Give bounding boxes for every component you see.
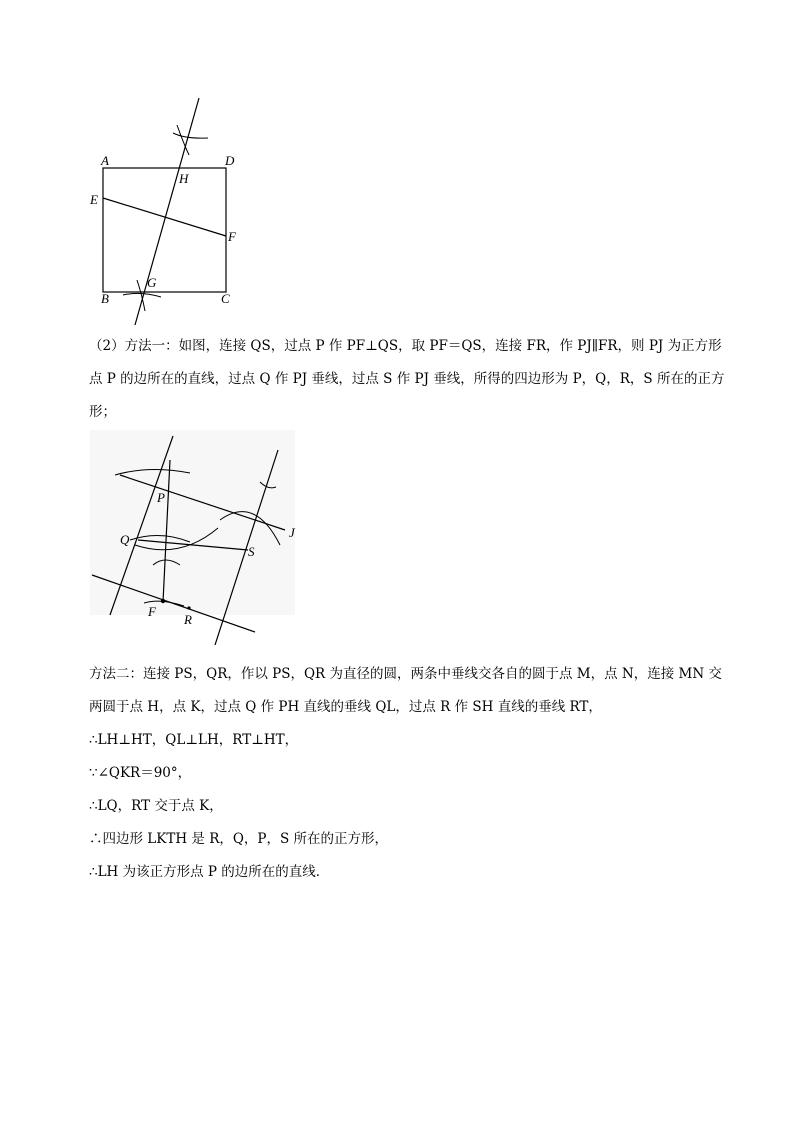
label-f: F <box>228 229 236 244</box>
label-e: E <box>90 192 98 207</box>
method-two-line-2: 两圆于点 H，点 K，过点 Q 作 PH 直线的垂线 QL，过点 R 作 SH 直线的垂线 RT， <box>89 699 602 715</box>
label-b: B <box>101 291 109 306</box>
method-two-line-1: 方法二：连接 PS，QR，作以 PS，QR 为直径的圆，两条中垂线交各自的圆于点 M，点 N，连接 MN 交 <box>89 666 722 682</box>
label-c: C <box>221 291 230 306</box>
label-d: D <box>225 153 235 168</box>
label-j: J <box>289 525 295 540</box>
label-s: S <box>248 544 255 559</box>
point-f <box>161 599 165 603</box>
segment-ef <box>103 198 226 236</box>
method-one-line-1: （2）方法一：如图，连接 QS，过点 P 作 PF⊥QS，取 PF＝QS，连接 FR，作 PJ∥FR，则 PJ 为正方形 <box>89 338 722 354</box>
method-one-diagram <box>90 430 305 645</box>
square-diagram <box>85 95 255 330</box>
method-one-text <box>89 330 729 429</box>
arc-mark-top-1 <box>173 133 208 138</box>
point-r <box>187 606 190 609</box>
method-one-line-3: 形； <box>89 404 116 420</box>
label-h: H <box>179 171 189 186</box>
method-two-line-7: ∴LH 为该正方形点 P 的边所在的直线． <box>89 864 330 880</box>
label-r: R <box>184 612 192 627</box>
perpendicular-bisector-line <box>135 98 199 325</box>
label-a: A <box>101 153 109 168</box>
method-two-line-5: ∴LQ，RT 交于点 K， <box>89 798 223 814</box>
method-two-line-6: ∴四边形 LKTH 是 R，Q，P，S 所在的正方形， <box>89 831 389 847</box>
method-two-line-3: ∴LH⊥HT，QL⊥LH，RT⊥HT， <box>89 732 299 748</box>
method-two-text <box>89 658 729 889</box>
figure-method-one-construction <box>90 430 305 645</box>
figure-square-construction <box>85 95 255 330</box>
label-g: G <box>147 275 157 290</box>
method-one-line-2: 点 P 的边所在的直线，过点 Q 作 PJ 垂线，过点 S 作 PJ 垂线，所得的四边形为 P，Q，R，S 所在的正方 <box>89 371 725 387</box>
label-p: P <box>157 490 165 505</box>
label-f: F <box>148 604 156 619</box>
label-q: Q <box>120 532 130 547</box>
method-two-line-4: ∵∠QKR＝90°， <box>89 765 192 781</box>
